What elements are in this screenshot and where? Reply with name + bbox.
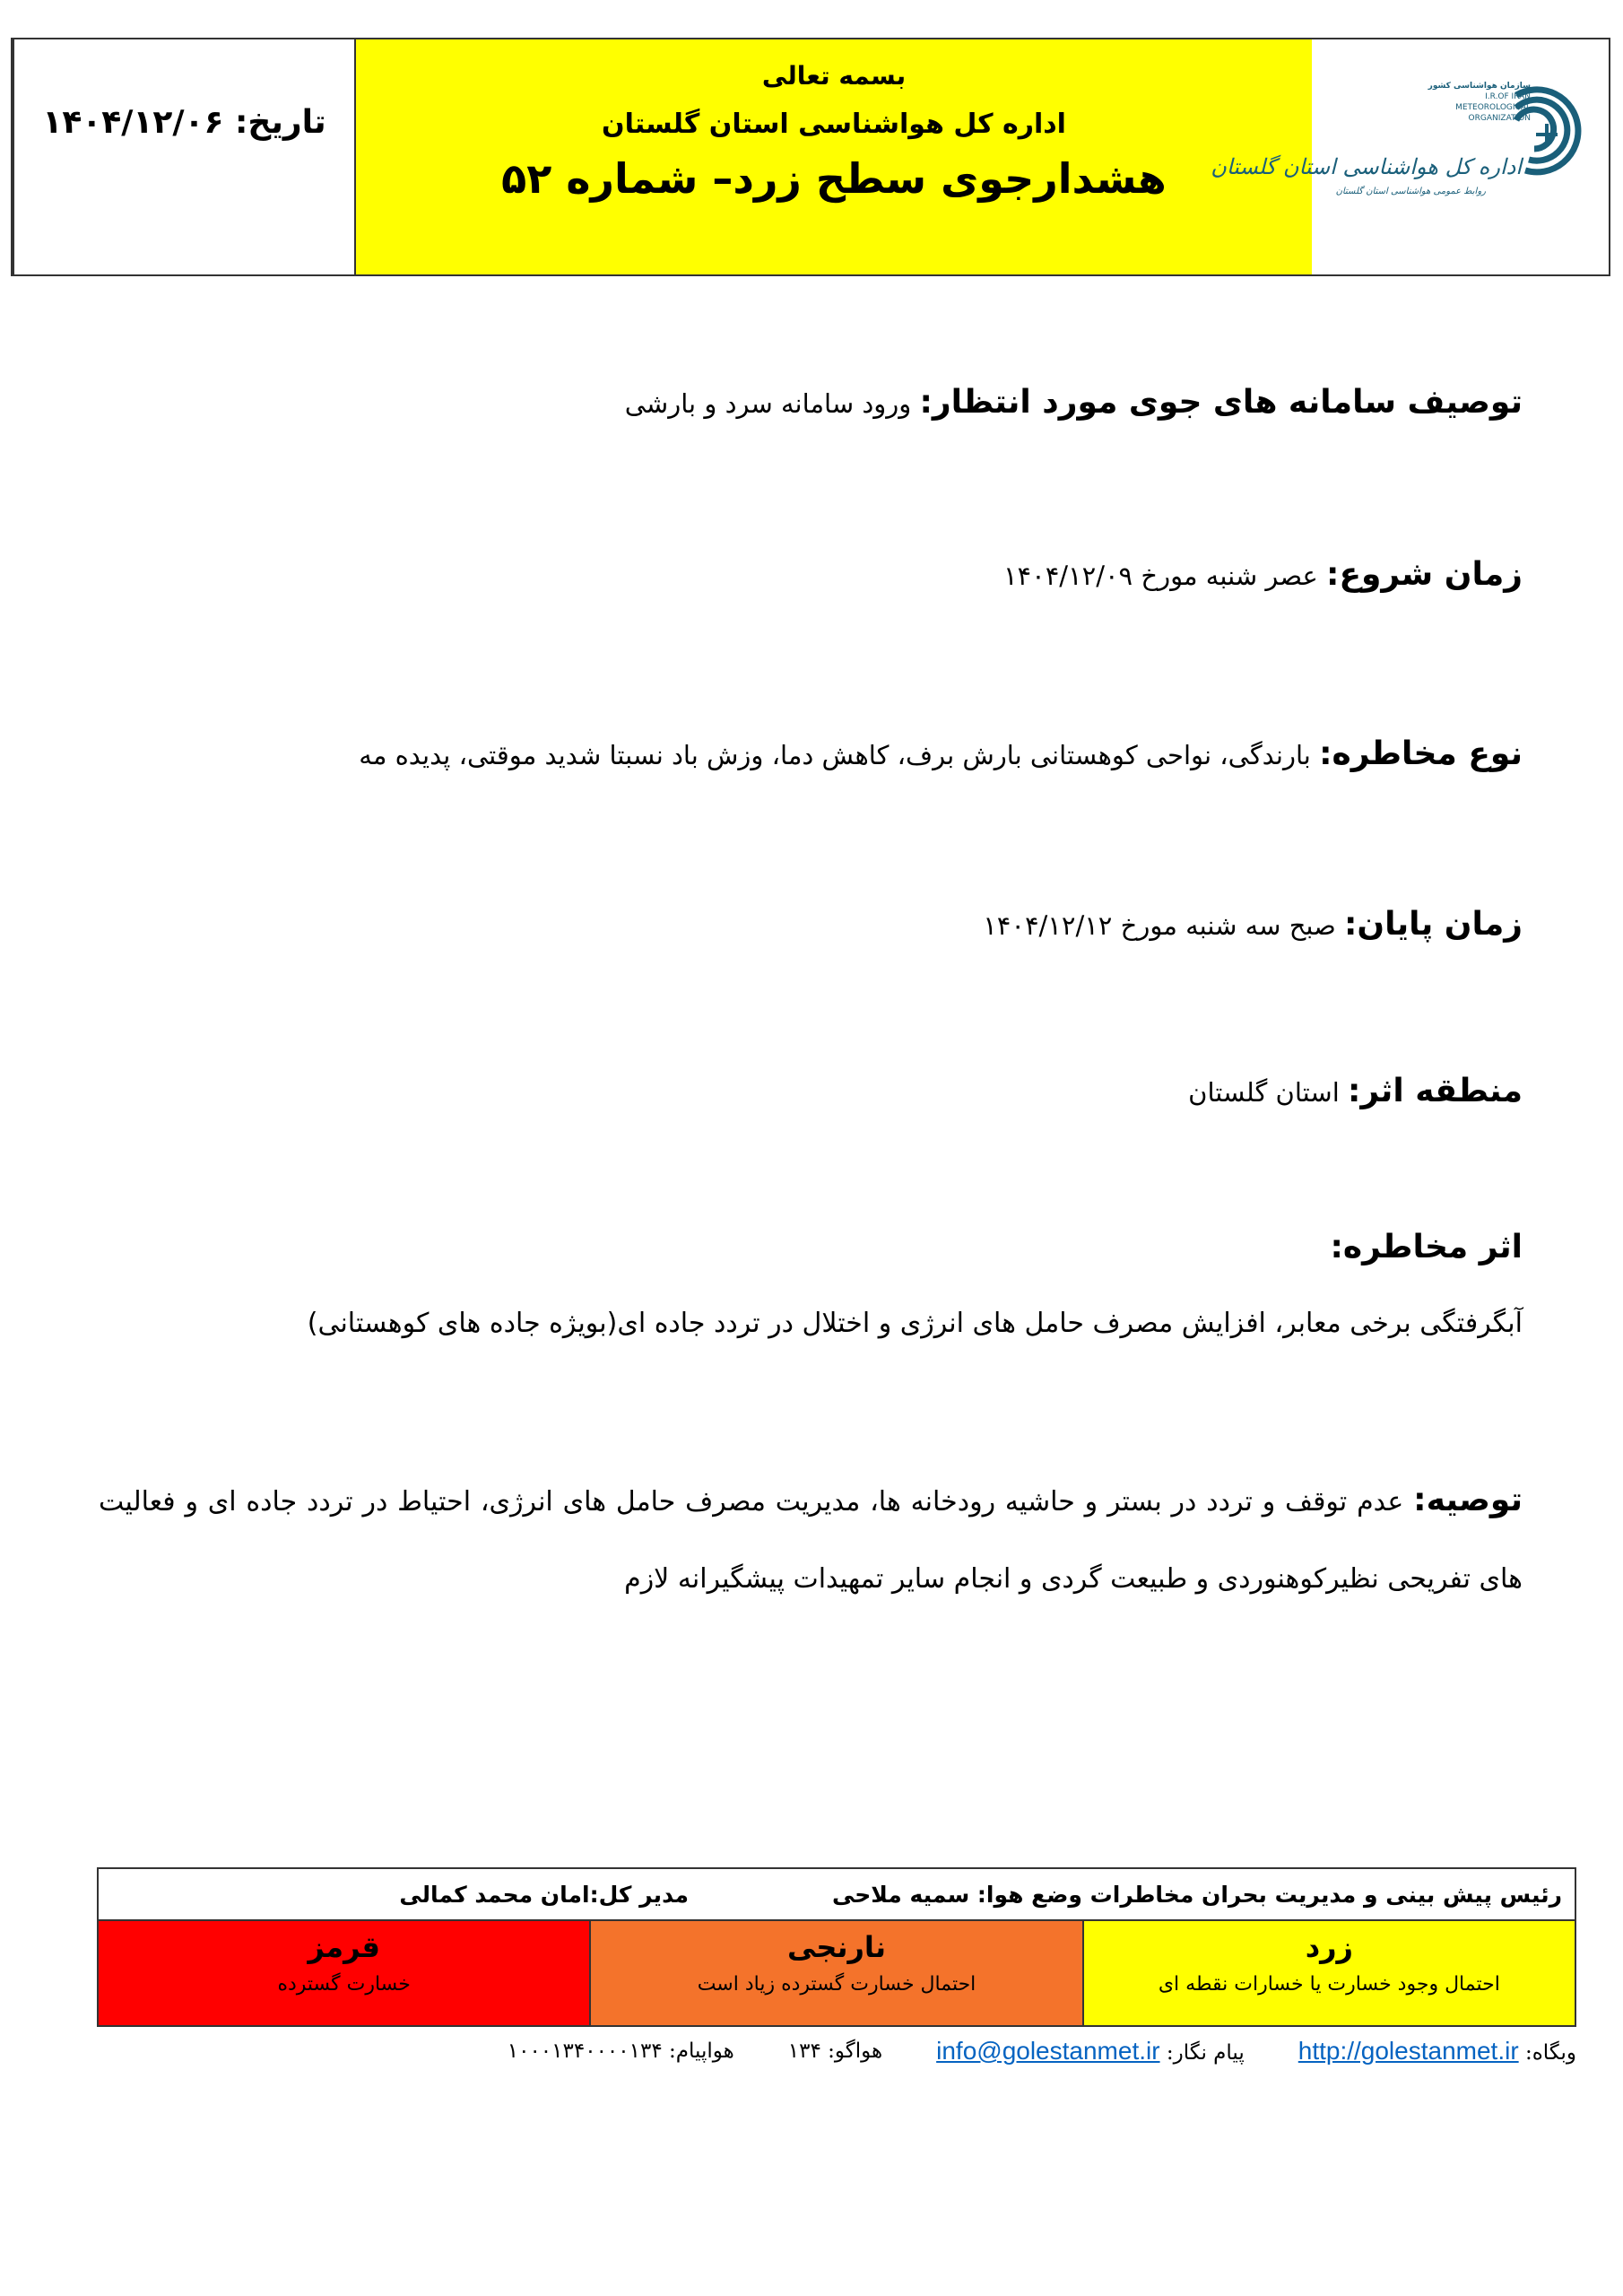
logo-sub-fa: روابط عمومی هواشناسی استان گلستان xyxy=(1335,187,1486,196)
field-expected-systems xyxy=(625,384,1523,421)
forecast-head: رئیس پیش بینی و مدیریت بحران مخاطرات وضع هوا: سمیه ملاحی xyxy=(831,1881,1562,1908)
logo-org-en-2: METEOROLOGICAL xyxy=(1455,103,1531,112)
advice-label: توصیه: xyxy=(1413,1482,1523,1518)
phone-value: ۱۳۴ xyxy=(787,2039,821,2063)
logo-cell xyxy=(1211,39,1609,274)
signatories-row xyxy=(97,1867,1576,1921)
logo-org-en-1: I.R.OF IRAN xyxy=(1485,92,1531,101)
logo-org-en-3: ORGANIZATION xyxy=(1468,114,1531,123)
website-label: وبگاه: xyxy=(1524,2041,1576,2065)
sms-label: هواپیام: xyxy=(669,2039,734,2063)
field-label: توصیف سامانه های جوی مورد انتظار: xyxy=(919,384,1523,421)
warning-level-legend xyxy=(97,1921,1576,2027)
website-link[interactable]: http://golestanmet.ir xyxy=(1298,2037,1519,2065)
bulletin-date xyxy=(13,39,354,274)
contact-row xyxy=(97,2027,1576,2075)
field-value: عصر شنبه مورخ ۱۴۰۴/۱۲/۰۹ xyxy=(1002,561,1318,591)
organization-logo xyxy=(1211,66,1593,219)
field-affected-area xyxy=(1188,1073,1523,1109)
field-label: نوع مخاطره: xyxy=(1319,735,1523,772)
field-label: زمان شروع: xyxy=(1326,556,1523,593)
hazard-impact-value: آبگرفتگی برخی معابر، افزایش مصرف حامل های انرژی و اختلال در تردد جاده ای(بویژه جاده های کوهستانی) xyxy=(307,1308,1523,1339)
hazard-impact-label: اثر مخاطره: xyxy=(1330,1229,1523,1265)
field-label: زمان پایان: xyxy=(1344,906,1523,943)
date-label: تاریخ: xyxy=(235,104,326,141)
level-name: نارنجی xyxy=(787,1930,886,1964)
email-link[interactable]: info@golestanmet.ir xyxy=(936,2037,1160,2065)
email-contact xyxy=(936,2037,1245,2066)
advice-value: عدم توقف و تردد در بستر و حاشیه رودخانه ها، مدیریت مصرف حامل های انرژی، احتیاط در تردد جاده ای و فعالیت های تفریحی نظیرکوهنوردی و طبیعت گردی و انجام سایر تمهیدات پیشگیرانه لازم xyxy=(99,1486,1523,1595)
field-value: ورود سامانه سرد و بارشی xyxy=(624,388,912,419)
field-start-time xyxy=(1003,556,1523,593)
field-advice xyxy=(99,1462,1523,1618)
director-general: مدیر کل:امان محمد کمالی xyxy=(399,1881,689,1908)
logo-org-fa: سازمان هواشناسی کشور xyxy=(1428,82,1531,91)
organization-name: اداره کل هواشناسی استان گلستان xyxy=(602,109,1066,140)
bulletin-title-block xyxy=(354,39,1312,274)
website-contact xyxy=(1298,2037,1576,2066)
date-value: ۱۴۰۴/۱۲/۰۶ xyxy=(42,104,224,141)
field-value: بارندگی، نواحی کوهستانی بارش برف، کاهش دما، وزش باد نسبتا شدید موقتی، پدیده مه xyxy=(359,740,1311,770)
field-hazard-type xyxy=(359,735,1523,772)
level-description: احتمال خسارت گسترده زیاد است xyxy=(697,1973,976,1996)
field-value: استان گلستان xyxy=(1188,1077,1340,1108)
field-end-time xyxy=(983,906,1523,943)
phone-label: هواگو: xyxy=(828,2039,883,2063)
sms-value: ۱۰۰۰۱۳۴۰۰۰۰۱۳۴ xyxy=(507,2039,663,2063)
bulletin-title: هشدارجوی سطح زرد– شماره ۵۲ xyxy=(501,154,1167,203)
level-description: احتمال وجود خسارت یا خسارات نقطه ای xyxy=(1158,1973,1500,1996)
level-red xyxy=(99,1921,589,2025)
invocation-line: بسمه تعالی xyxy=(761,61,907,91)
field-label: منطقه اثر: xyxy=(1348,1073,1523,1109)
logo-name-fa: اداره کل هواشناسی استان گلستان xyxy=(1211,154,1522,179)
phone-contact xyxy=(788,2039,882,2063)
bulletin-header xyxy=(11,38,1610,276)
level-orange xyxy=(589,1921,1081,2025)
level-yellow xyxy=(1082,1921,1575,2025)
bulletin-footer xyxy=(97,1867,1576,2075)
level-description: خسارت گسترده xyxy=(277,1973,411,1996)
sms-contact xyxy=(508,2039,734,2063)
field-value: صبح سه شنبه مورخ ۱۴۰۴/۱۲/۱۲ xyxy=(983,910,1336,941)
level-name: زرد xyxy=(1305,1930,1353,1964)
level-name: قرمز xyxy=(308,1930,380,1964)
email-label: پیام نگار: xyxy=(1166,2041,1245,2065)
